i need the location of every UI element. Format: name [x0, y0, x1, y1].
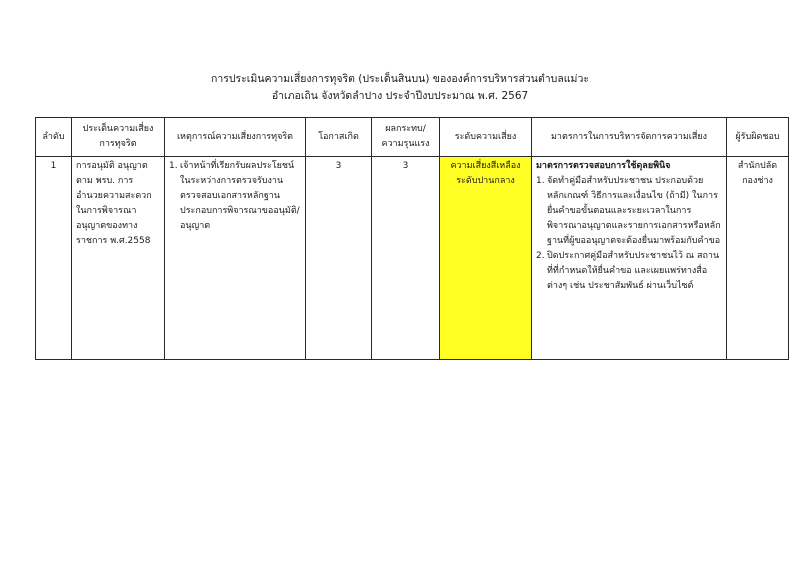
- measure-text: จัดทำคู่มือสำหรับประชาชน ประกอบด้วย หลักเกณฑ์ วิธีการและเงื่อนไข (ถ้ามี) ในการยื่นคำขอขั้นตอนและระยะเวลาในการพิจารณาอนุญาตและรายการเอกสารหรือหลักฐานที่ผู้ขออนุญาตจะต้องยื่นมาพร้อมกับคำขอ: [547, 176, 721, 246]
- measure-number: 1.: [536, 176, 545, 186]
- table-header-row: [36, 118, 789, 157]
- cell-measures: [532, 157, 727, 360]
- header-risk-event: เหตุการณ์ความเสี่ยงการทุจริต: [165, 118, 306, 157]
- measure-text: ปิดประกาศคู่มือสำหรับประชาชนไว้ ณ สถานที่ที่กำหนดให้ยื่นคำขอ และเผยแพร่ทางสื่อต่างๆ เช่น ประชาสัมพันธ์ ผ่านเว็บไซต์: [547, 251, 720, 291]
- header-no: ลำดับ: [36, 118, 72, 157]
- risk-event-item: [169, 159, 301, 234]
- header-risk-issue: ประเด็นความเสี่ยงการทุจริต: [72, 118, 165, 157]
- cell-likelihood: 3: [306, 157, 372, 360]
- measure-item: [536, 249, 722, 294]
- cell-risk-issue: การอนุมัติ อนุญาต ตาม พรบ. การอำนวยความสะดวกในการพิจารณาอนุญาตของทางราชการ พ.ศ.2558: [72, 157, 165, 360]
- cell-risk-event: [165, 157, 306, 360]
- cell-responsible: สำนักปลัด กองช่าง: [727, 157, 789, 360]
- measure-item: [536, 174, 722, 249]
- header-measures: มาตรการในการบริหารจัดการความเสี่ยง: [532, 118, 727, 157]
- cell-no: 1: [36, 157, 72, 360]
- risk-event-number: 1.: [169, 161, 178, 171]
- cell-impact: 3: [372, 157, 440, 360]
- risk-assessment-table: [35, 117, 789, 360]
- table-row: [36, 157, 789, 360]
- document-title-line-2: อำเภอเถิน จังหวัดลำปาง ประจำปีงบประมาณ พ.ศ. 2567: [271, 90, 529, 102]
- risk-event-text: เจ้าหน้าที่เรียกรับผลประโยชน์ในระหว่างการตรวจรับงาน ตรวจสอบเอกสารหลักฐานประกอบการพิจารณาขออนุมัติ/อนุญาต: [180, 161, 300, 231]
- header-likelihood: โอกาสเกิด: [306, 118, 372, 157]
- header-risk-level: ระดับความเสี่ยง: [440, 118, 532, 157]
- header-impact: ผลกระทบ/ความรุนแรง: [372, 118, 440, 157]
- measure-number: 2.: [536, 251, 545, 261]
- measures-title: มาตรการตรวจสอบการใช้ดุลยพินิจ: [536, 161, 671, 171]
- cell-risk-level: ความเสี่ยงสีเหลือง ระดับปานกลาง: [440, 157, 532, 360]
- header-responsible: ผู้รับผิดชอบ: [727, 118, 789, 157]
- document-title-line-1: การประเมินความเสี่ยงการทุจริต (ประเด็นสินบน) ขององค์การบริหารส่วนตำบลแม่วะ: [210, 73, 590, 85]
